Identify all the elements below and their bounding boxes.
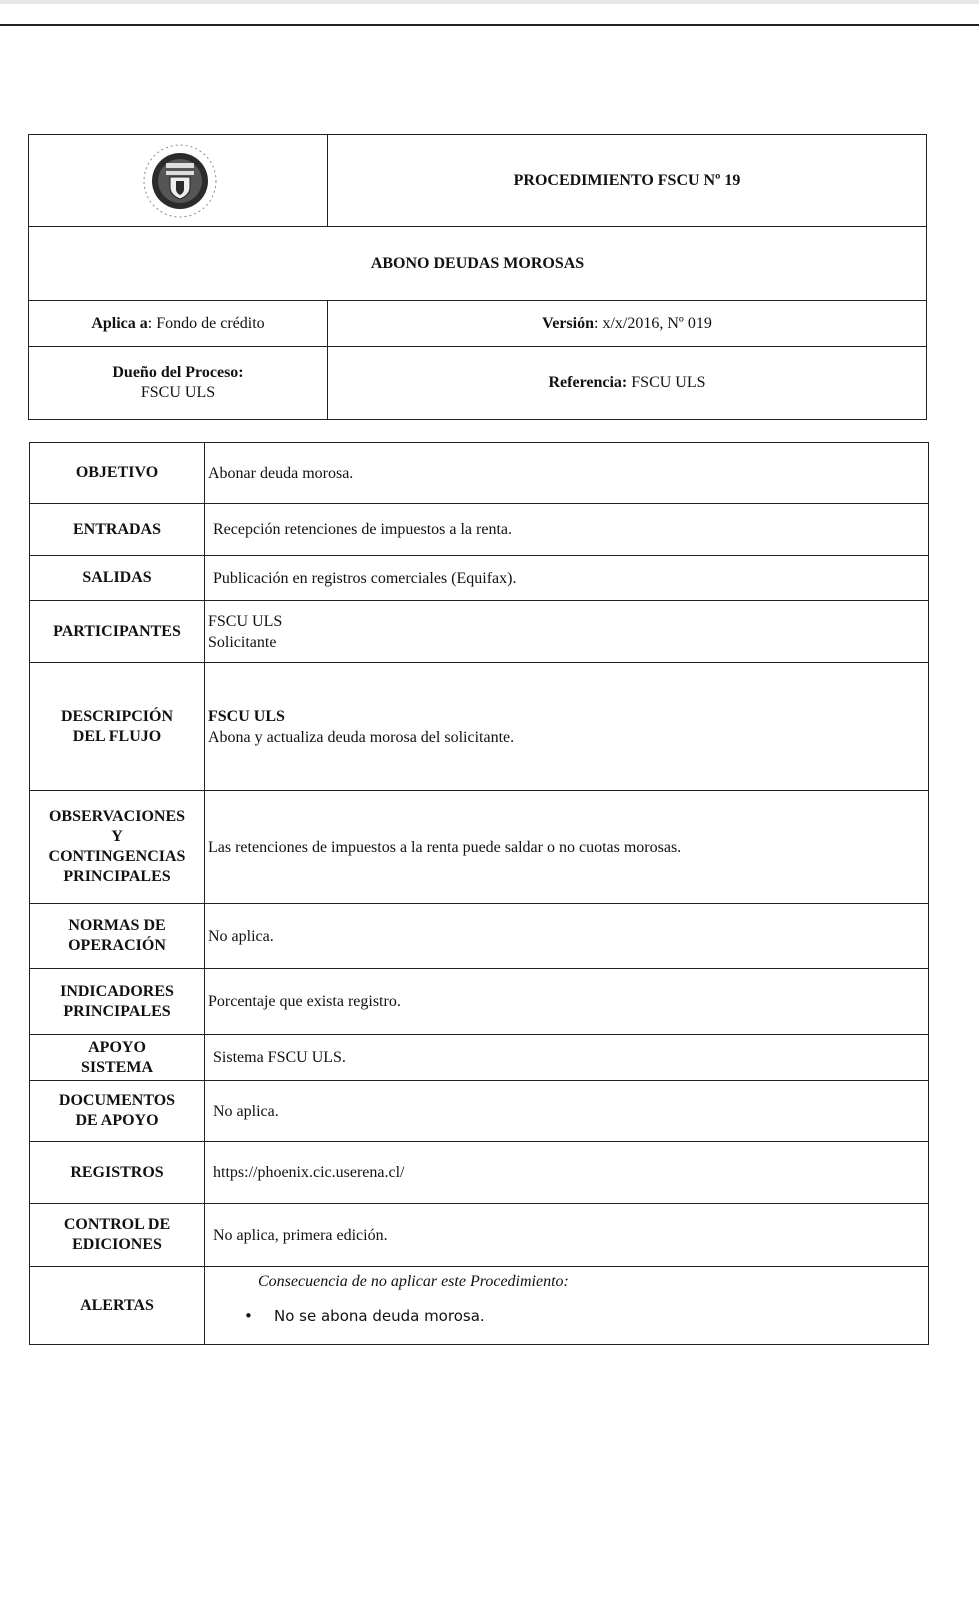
row-observaciones — [30, 791, 929, 904]
scan-edge — [0, 0, 979, 4]
apoyo-value: Sistema FSCU ULS. — [205, 1035, 929, 1081]
descripcion-label — [30, 663, 205, 791]
row-participantes — [30, 601, 929, 663]
row-descripcion — [30, 663, 929, 791]
participante-1: FSCU ULS — [208, 612, 283, 630]
normas-label — [30, 904, 205, 969]
alertas-value — [205, 1267, 929, 1345]
row-alertas — [30, 1267, 929, 1345]
row-objetivo — [30, 443, 929, 504]
university-seal-icon — [140, 141, 220, 221]
indicadores-value: Porcentaje que exista registro. — [205, 969, 929, 1035]
normas-value: No aplica. — [205, 904, 929, 969]
entradas-label: ENTRADAS — [30, 504, 205, 556]
documentos-label-line-1: DOCUMENTOS — [58, 1092, 176, 1109]
descripcion-label-line-1: DESCRIPCIÓN — [60, 707, 173, 725]
observaciones-label — [30, 791, 205, 904]
objetivo-label: OBJETIVO — [30, 443, 205, 504]
owner-cell — [29, 347, 328, 420]
owner-value: FSCU ULS — [140, 384, 216, 401]
apoyo-label-line-2: SISTEMA — [80, 1058, 154, 1076]
control-value: No aplica, primera edición. — [205, 1204, 929, 1267]
version-cell — [328, 301, 927, 347]
row-salidas — [30, 556, 929, 601]
aplica-label: Aplica a — [91, 314, 148, 332]
observaciones-label-line-1: OBSERVACIONES — [48, 808, 186, 825]
procedure-detail-table — [29, 442, 929, 1345]
alertas-label: ALERTAS — [30, 1267, 205, 1345]
participantes-label: PARTICIPANTES — [30, 601, 205, 663]
control-label-line-2: EDICIONES — [72, 1236, 162, 1253]
observaciones-label-line-4: PRINCIPALES — [63, 868, 171, 885]
procedure-header-table — [28, 134, 927, 420]
version-label: Versión — [542, 314, 594, 332]
procedure-title: PROCEDIMIENTO FSCU Nº 19 — [328, 135, 927, 227]
row-registros — [30, 1142, 929, 1204]
aplica-value: : Fondo de crédito — [147, 314, 265, 332]
registros-value: https://phoenix.cic.userena.cl/ — [205, 1142, 929, 1204]
alertas-intro: Consecuencia de no aplicar este Procedimiento: — [258, 1273, 569, 1290]
participante-2: Solicitante — [208, 633, 277, 651]
participantes-value — [205, 601, 929, 663]
observaciones-label-line-2: Y — [111, 828, 123, 845]
reference-cell — [328, 347, 927, 420]
row-entradas — [30, 504, 929, 556]
logo-cell — [29, 135, 328, 227]
documentos-label-line-2: DE APOYO — [75, 1112, 159, 1129]
normas-label-line-2: OPERACIÓN — [68, 937, 166, 954]
row-apoyo — [30, 1035, 929, 1081]
documentos-value: No aplica. — [205, 1081, 929, 1142]
indicadores-label — [30, 969, 205, 1035]
control-label — [30, 1204, 205, 1267]
reference-value: FSCU ULS — [627, 374, 706, 391]
reference-label: Referencia: — [548, 374, 628, 391]
entradas-value: Recepción retenciones de impuestos a la renta. — [205, 504, 929, 556]
control-label-line-1: CONTROL DE — [63, 1216, 171, 1233]
documentos-label — [30, 1081, 205, 1142]
descripcion-value — [205, 663, 929, 791]
indicadores-label-line-1: INDICADORES — [60, 982, 174, 1000]
owner-label: Dueño del Proceso: — [112, 364, 244, 381]
row-indicadores — [30, 969, 929, 1035]
top-rule — [0, 24, 979, 26]
normas-label-line-1: NORMAS DE — [68, 917, 166, 934]
apoyo-label — [30, 1035, 205, 1081]
alertas-item — [208, 1306, 927, 1327]
descripcion-actor: FSCU ULS — [208, 707, 285, 725]
indicadores-label-line-2: PRINCIPALES — [63, 1002, 171, 1020]
salidas-value: Publicación en registros comerciales (Equifax). — [205, 556, 929, 601]
observaciones-value: Las retenciones de impuestos a la renta puede saldar o no cuotas morosas. — [205, 791, 929, 904]
registros-label: REGISTROS — [30, 1142, 205, 1204]
version-value: : x/x/2016, Nº 019 — [594, 314, 712, 332]
descripcion-label-line-2: DEL FLUJO — [72, 727, 162, 745]
row-documentos — [30, 1081, 929, 1142]
descripcion-text: Abona y actualiza deuda morosa del solicitante. — [208, 728, 515, 746]
alertas-item-text: No se abona deuda morosa. — [274, 1307, 485, 1325]
observaciones-label-line-3: CONTINGENCIAS — [48, 848, 186, 865]
salidas-label: SALIDAS — [30, 556, 205, 601]
bullet-icon: • — [244, 1307, 253, 1325]
row-control — [30, 1204, 929, 1267]
aplica-cell — [29, 301, 328, 347]
objetivo-value: Abonar deuda morosa. — [205, 443, 929, 504]
apoyo-label-line-1: APOYO — [88, 1038, 146, 1056]
row-normas — [30, 904, 929, 969]
procedure-subject: ABONO DEUDAS MOROSAS — [29, 227, 927, 301]
